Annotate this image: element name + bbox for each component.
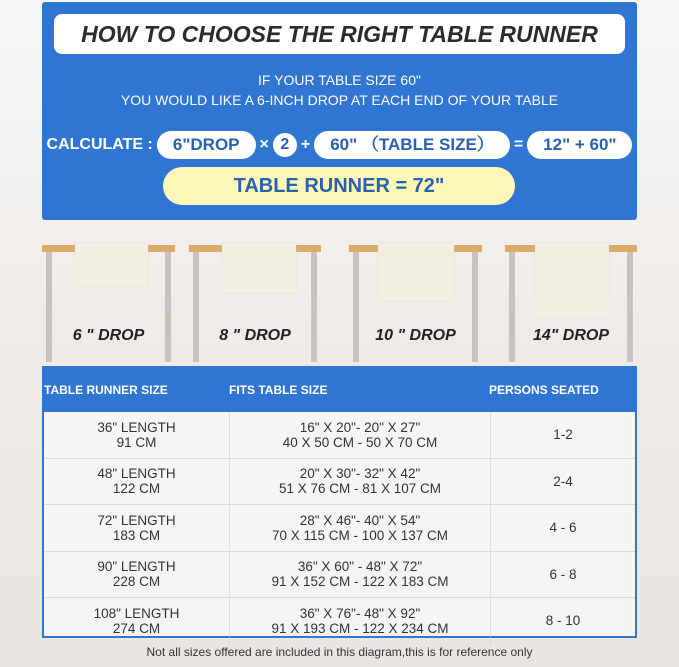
drop-label: 14" DROP: [532, 327, 610, 344]
example-line-1: IF YOUR TABLE SIZE 60": [258, 72, 421, 88]
table-leg: [311, 252, 317, 362]
runner-size-cell: [44, 559, 229, 589]
table-row: [44, 459, 635, 506]
fit-in: 28" X 46"- 40" X 54": [299, 512, 421, 528]
result-pill: TABLE RUNNER = 72": [163, 167, 515, 205]
drop-table: [349, 245, 482, 375]
header-runner-size: TABLE RUNNER SIZE: [44, 383, 168, 397]
table-leg: [627, 252, 633, 362]
runner-size-cell: [44, 466, 229, 496]
table-row: [44, 412, 635, 459]
fit-in: 36" X 60" - 48" X 72": [297, 559, 423, 575]
fit-cm: 91 X 152 CM - 122 X 183 CM: [271, 574, 449, 590]
length-cm: 228 CM: [112, 574, 161, 590]
table-runner: [378, 243, 454, 301]
drop-label: 8 " DROP: [219, 327, 291, 344]
table-leg: [165, 252, 171, 362]
calculation-row: [42, 130, 637, 160]
drop-label: 6 " DROP: [72, 327, 145, 344]
table-leg: [353, 252, 359, 362]
table-leg: [472, 252, 478, 362]
runner-size-cell: [44, 513, 229, 543]
persons-cell: 2-4: [553, 473, 573, 489]
table-size-pill: 60" （TABLE SIZE）: [314, 131, 510, 159]
length-in: 48" LENGTH: [97, 466, 176, 482]
fit-in: 16" X 20"- 20" X 27": [299, 419, 421, 435]
drop-table: [189, 245, 321, 375]
length-cm: 274 CM: [112, 620, 161, 636]
header-fits-size: FITS TABLE SIZE: [229, 383, 328, 397]
header-persons: PERSONS SEATED: [489, 383, 599, 397]
fit-cm: 70 X 115 CM - 100 X 137 CM: [271, 527, 449, 543]
length-in: 90" LENGTH: [97, 559, 176, 575]
table-leg: [46, 252, 52, 362]
page-title: HOW TO CHOOSE THE RIGHT TABLE RUNNER: [54, 14, 625, 54]
calculation-panel: [42, 2, 637, 220]
length-in: 36" LENGTH: [97, 419, 176, 435]
plus-sign: +: [300, 136, 311, 153]
table-header: [44, 368, 635, 412]
length-in: 108" LENGTH: [93, 605, 180, 621]
multiplier-circle: 2: [273, 133, 297, 157]
sum-pill: 12" + 60": [527, 131, 632, 159]
table-runner: [222, 243, 296, 293]
fits-size-cell: [229, 505, 491, 551]
runner-size-cell: [44, 606, 229, 636]
fits-size-cell: [229, 459, 491, 505]
calculate-label: CALCULATE :: [46, 136, 153, 153]
fit-cm: 51 X 76 CM - 81 X 107 CM: [278, 481, 442, 497]
table-leg: [509, 252, 515, 362]
persons-cell: 6 - 8: [549, 566, 577, 582]
length-in: 72" LENGTH: [97, 512, 176, 528]
length-cm: 122 CM: [112, 481, 161, 497]
fits-size-cell: [229, 552, 491, 598]
persons-cell: 4 - 6: [549, 520, 577, 536]
table-runner: [75, 243, 148, 286]
runner-size-cell: [44, 420, 229, 450]
length-cm: 183 CM: [112, 527, 161, 543]
footer-note: Not all sizes offered are included in this diagram,this is for reference only: [146, 645, 533, 659]
drop-label: 10 " DROP: [375, 327, 456, 344]
table-runner: [535, 243, 609, 316]
drop-pill: 6"DROP: [157, 131, 256, 159]
length-cm: 91 CM: [116, 434, 157, 450]
fit-cm: 40 X 50 CM - 50 X 70 CM: [282, 434, 438, 450]
times-sign: ×: [259, 136, 269, 153]
table-leg: [193, 252, 199, 362]
table-row: [44, 552, 635, 599]
persons-cell: 1-2: [553, 427, 573, 443]
fit-in: 36" X 76"- 48" X 92": [299, 605, 421, 621]
equals-sign: =: [513, 136, 524, 153]
persons-cell: 8 - 10: [545, 613, 581, 629]
example-line-2: YOU WOULD LIKE A 6-INCH DROP AT EACH END OF YOUR TABLE: [120, 92, 559, 108]
fits-size-cell: [229, 598, 491, 644]
size-table: [42, 366, 637, 638]
fit-cm: 91 X 193 CM - 122 X 234 CM: [271, 620, 449, 636]
fit-in: 20" X 30"- 32" X 42": [299, 466, 421, 482]
fits-size-cell: [229, 412, 491, 458]
table-row: [44, 598, 635, 644]
drop-table: [505, 245, 637, 375]
table-row: [44, 505, 635, 552]
drop-table: [42, 245, 175, 375]
